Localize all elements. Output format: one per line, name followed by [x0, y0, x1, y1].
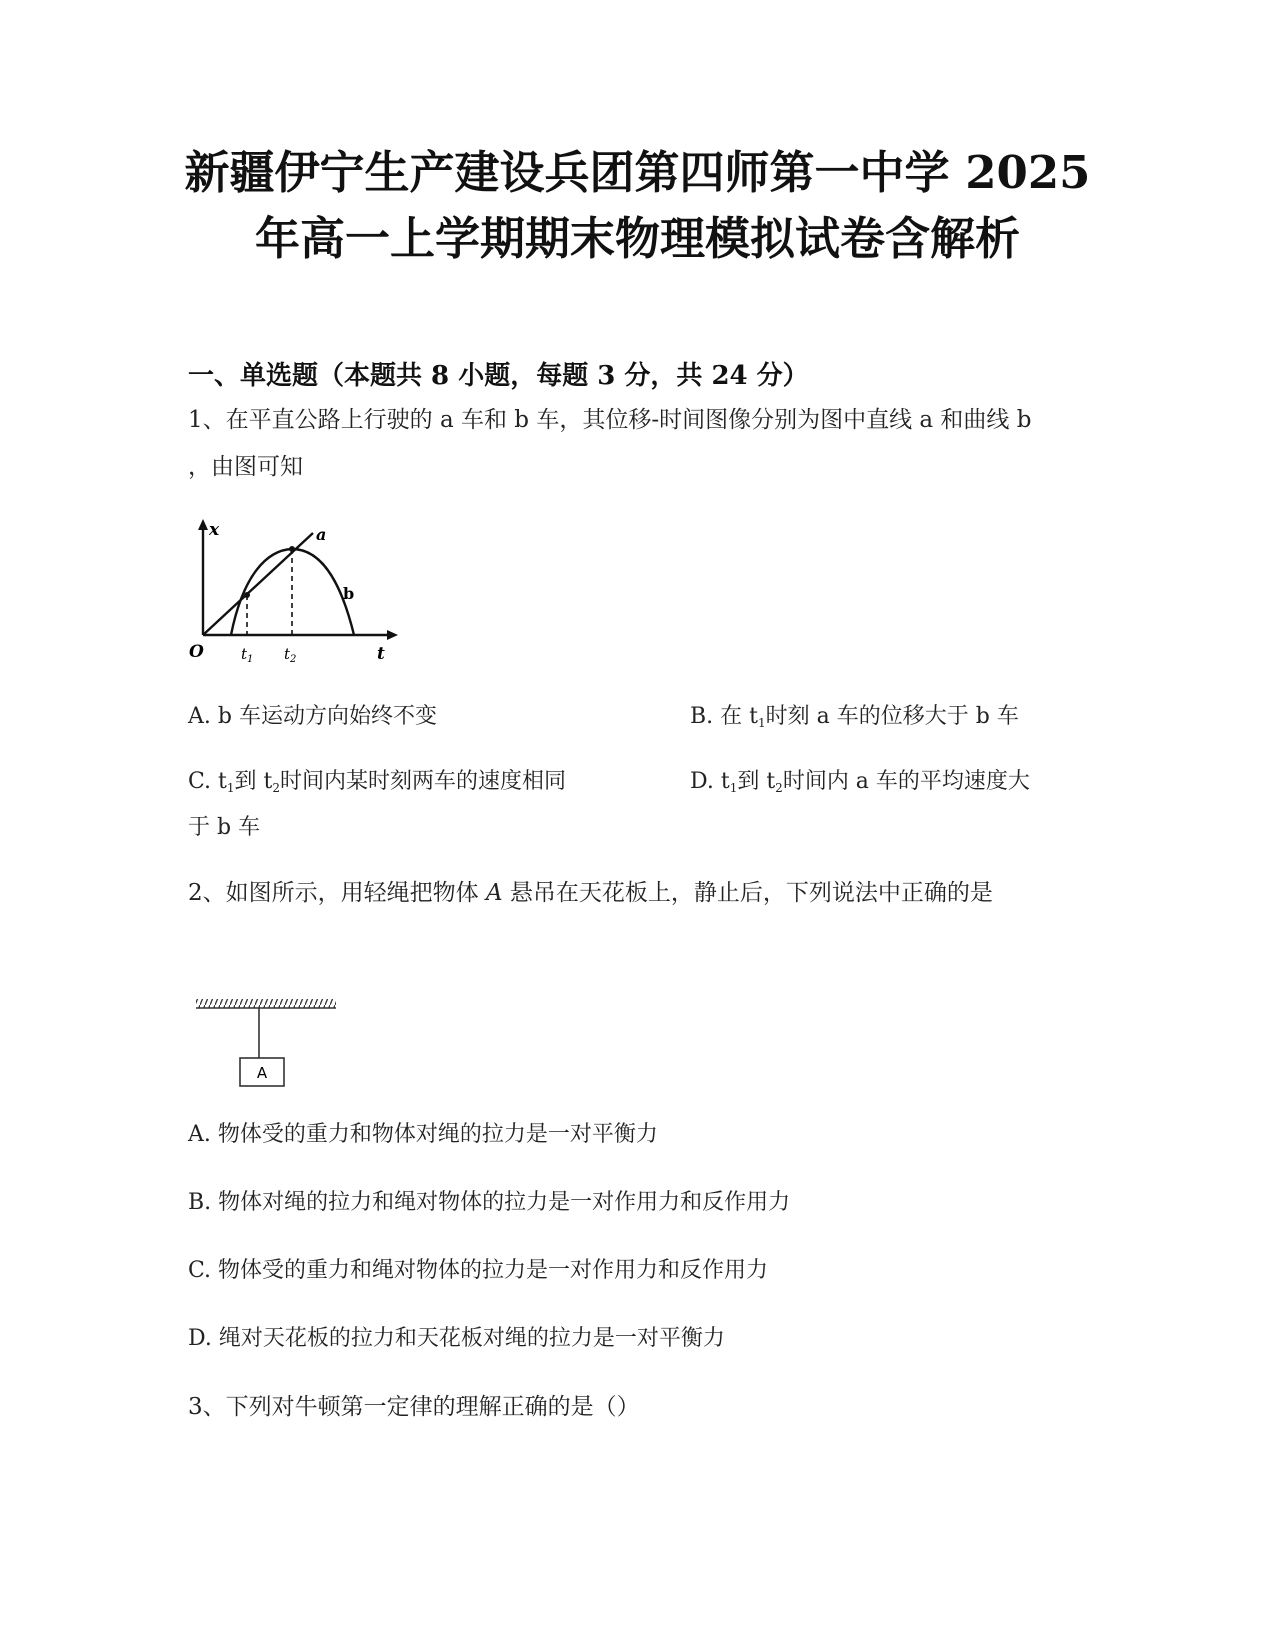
- ceiling-hatching: [196, 999, 336, 1008]
- y-axis-label: x: [209, 520, 220, 540]
- origin-label: O: [189, 642, 204, 662]
- hanging-block-figure: [190, 993, 340, 1093]
- x-axis-arrow: [387, 630, 398, 640]
- section-heading: 一、单选题（本题共 8 小题，每题 3 分，共 24 分）: [188, 361, 809, 391]
- y-axis-arrow: [198, 519, 208, 530]
- question-1-stem-line-2: ，由图可知: [188, 454, 303, 480]
- curve-b-label: b: [343, 584, 355, 603]
- question-1-stem-line-1: 1、在平直公路上行驶的 a 车和 b 车，其位移-时间图像分别为图中直线 a 和曲线 b: [188, 407, 1032, 433]
- question-1-option-d-continued: 于 b 车: [188, 815, 261, 840]
- question-1-option-a[interactable]: A. b 车运动方向始终不变: [188, 704, 437, 729]
- question-1-option-c[interactable]: C. $t_1$到 $t_2$时间内某时刻两车的速度相同: [188, 769, 567, 795]
- question-2-option-d[interactable]: D. 绳对天花板的拉力和天花板对绳的拉力是一对平衡力: [188, 1326, 725, 1351]
- question-1-option-d[interactable]: D. $t_1$到 $t_2$时间内 a 车的平均速度大: [690, 769, 1030, 795]
- line-a-label: a: [316, 525, 327, 544]
- document-title-line-2: 年高一上学期期末物理模拟试卷含解析: [254, 212, 1020, 265]
- displacement-time-graph: [185, 515, 410, 670]
- question-2-option-a[interactable]: A. 物体受的重力和物体对绳的拉力是一对平衡力: [188, 1122, 658, 1147]
- t2-label: $t_2$: [284, 645, 297, 665]
- x-axis-label: t: [377, 644, 385, 664]
- document-title-line-1: 新疆伊宁生产建设兵团第四师第一中学 2025: [184, 146, 1091, 199]
- question-2-option-b[interactable]: B. 物体对绳的拉力和绳对物体的拉力是一对作用力和反作用力: [188, 1190, 791, 1215]
- question-2-option-c[interactable]: C. 物体受的重力和绳对物体的拉力是一对作用力和反作用力: [188, 1258, 769, 1283]
- question-3-stem: 3、下列对牛顿第一定律的理解正确的是（）: [188, 1394, 640, 1420]
- t1-label: $t_1$: [241, 645, 254, 665]
- question-1-option-b[interactable]: B. 在 $t_1$时刻 a 车的位移大于 b 车: [690, 704, 1019, 730]
- block-label: A: [256, 1064, 268, 1082]
- question-2-stem: 2、如图所示，用轻绳把物体 A 悬吊在天花板上，静止后，下列说法中正确的是: [188, 880, 993, 906]
